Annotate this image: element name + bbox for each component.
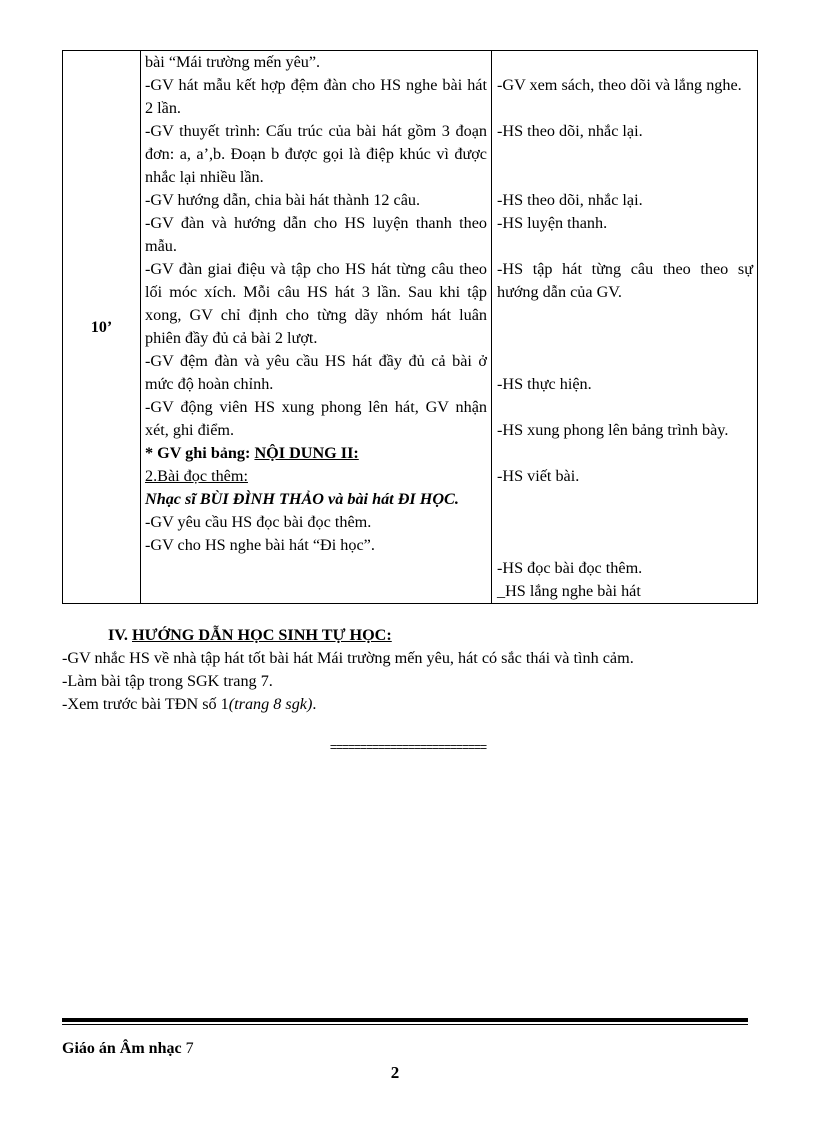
section-heading [62, 624, 762, 647]
board-note [145, 442, 487, 465]
time-cell [63, 51, 141, 604]
section-title: HƯỚNG DẪN HỌC SINH TỰ HỌC: [132, 626, 392, 644]
line3-italic: (trang 8 sgk) [228, 695, 313, 713]
student-line: -HS xung phong lên bảng trình bày. [497, 421, 729, 439]
section-line: -GV nhắc HS về nhà tập hát tốt bài hát Mái trường mến yêu, hát có sắc thái và tình cảm. [62, 649, 634, 667]
lesson-table [62, 50, 758, 604]
student-line: -HS tập hát từng câu theo theo sự hướng dẫn của GV. [497, 260, 753, 301]
reading-label: 2.Bài đọc thêm: [145, 467, 248, 485]
line3-prefix: -Xem trước bài TĐN số 1 [62, 695, 229, 713]
student-line: -HS luyện thanh. [497, 214, 608, 232]
student-line: -HS theo dõi, nhắc lại. [497, 191, 643, 209]
teacher-line: -GV thuyết trình: Cấu trúc của bài hát gồm 3 đoạn đơn: a, a’,b. Đoạn b được gọi là điệp khúc vì được nhắc lại nhiều lần. [145, 122, 487, 186]
board-prefix: * GV ghi bảng: [145, 444, 255, 462]
student-line: _HS lắng nghe bài hát [497, 582, 641, 600]
student-line: -GV xem sách, theo dõi và lắng nghe. [497, 76, 742, 94]
teacher-line: -GV yêu cầu HS đọc bài đọc thêm. [145, 513, 372, 531]
footer-rule [62, 1018, 748, 1022]
teacher-line: -GV hát mẫu kết hợp đệm đàn cho HS nghe bài hát 2 lần. [145, 76, 487, 117]
time-value: 10’ [90, 318, 113, 336]
teacher-line: -GV đàn và hướng dẫn cho HS luyện thanh theo mẫu. [145, 214, 487, 255]
teacher-line: -GV động viên HS xung phong lên hát, GV nhận xét, ghi điểm. [145, 398, 487, 439]
footer-number: 7 [181, 1040, 194, 1057]
student-line: -HS thực hiện. [497, 375, 592, 393]
section-divider: ========================== [329, 740, 487, 754]
reading-title: Nhạc sĩ BÙI ĐÌNH THẢO và bài hát ĐI HỌC. [145, 490, 459, 508]
section-line: -Làm bài tập trong SGK trang 7. [62, 672, 273, 690]
student-line: -HS theo dõi, nhắc lại. [497, 122, 643, 140]
section-line [62, 693, 762, 716]
student-line: -HS viết bài. [497, 467, 580, 485]
teacher-line: bài “Mái trường mến yêu”. [145, 53, 321, 71]
student-activities-cell [492, 51, 758, 604]
footer-rule-thin [62, 1024, 748, 1025]
section-number: IV. [108, 626, 132, 644]
teacher-line: -GV cho HS nghe bài hát “Đi học”. [145, 536, 375, 554]
self-study-section [62, 624, 762, 716]
page-number: 2 [390, 1063, 400, 1082]
teacher-line: -GV hướng dẫn, chia bài hát thành 12 câu. [145, 191, 421, 209]
line3-suffix: . [312, 695, 317, 713]
student-line: -HS đọc bài đọc thêm. [497, 559, 643, 577]
teacher-activities-cell [141, 51, 492, 604]
table-row [63, 51, 758, 604]
footer-title [62, 1040, 194, 1058]
teacher-line: -GV đàn giai điệu và tập cho HS hát từng câu theo lối móc xích. Mỗi câu HS hát 3 lần. Sau khi tập xong, GV chỉ định cho từng dãy nhóm hát luân phiên đầy đủ cả bài 2 lượt. [145, 260, 487, 347]
teacher-line: -GV đệm đàn và yêu cầu HS hát đầy đủ cả bài ở mức độ hoàn chỉnh. [145, 352, 487, 393]
footer-label: Giáo án Âm nhạc [62, 1040, 182, 1057]
board-title: NỘI DUNG II: [254, 444, 359, 462]
